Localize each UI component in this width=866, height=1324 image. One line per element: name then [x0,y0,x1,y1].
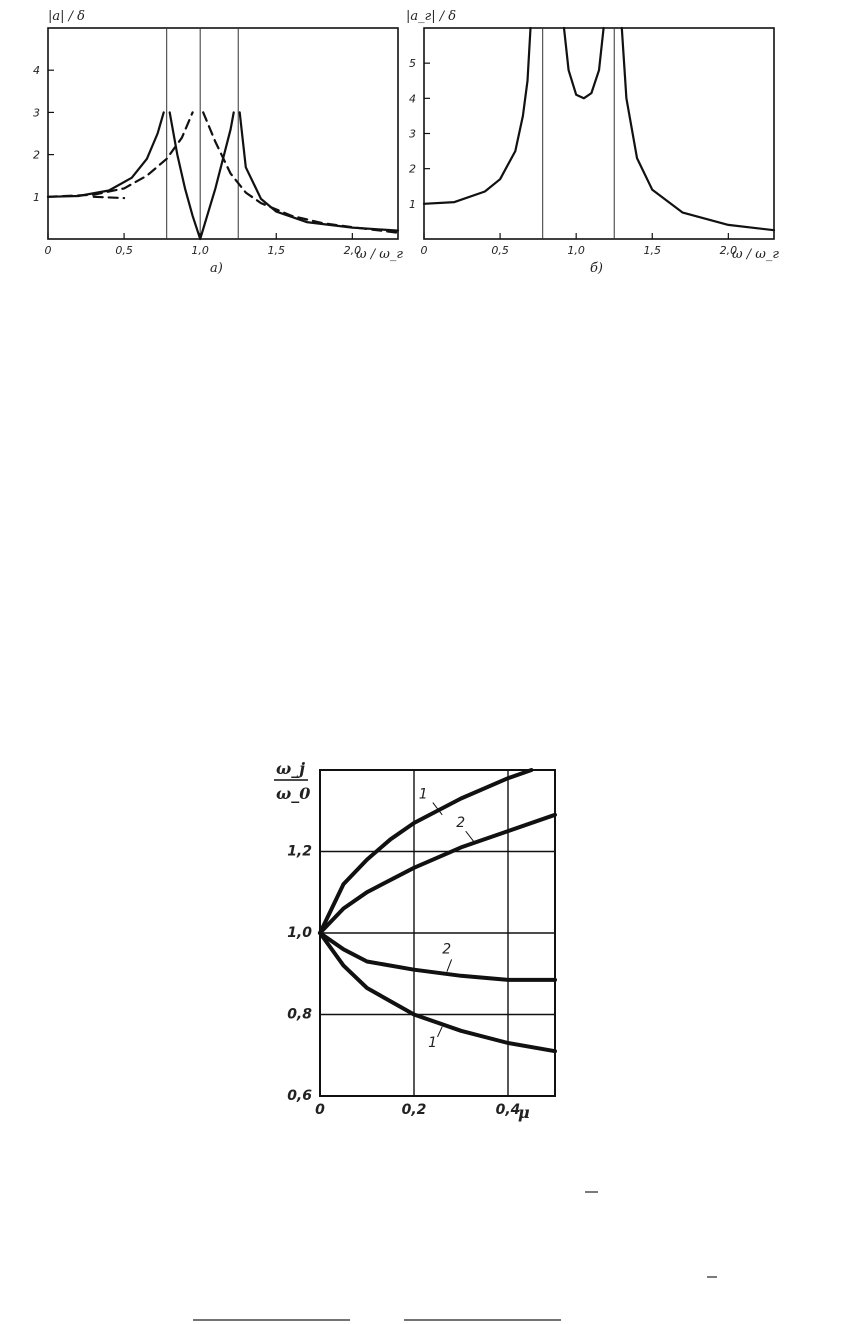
curve-label: 2 [456,815,466,832]
y-tick-label: 0,6 [287,1088,312,1104]
plot-frame [424,28,774,239]
chart-panel-a [33,9,403,276]
x-axis-label: ω / ω_г [732,247,779,262]
x-tick-label: 2,0 [719,244,738,257]
y-tick-label: 2 [409,162,416,176]
x-tick-label: 0 [44,244,52,257]
panel-label: a) [210,261,223,276]
x-tick-label: 0,2 [401,1102,427,1118]
series-line [170,112,234,239]
y-axis-label-numerator: ω_j [276,759,306,778]
y-tick-label: 1,0 [287,925,312,941]
y-axis-label: |a_г| / δ [406,9,457,24]
y-tick-label: 3 [409,127,416,141]
curve-label-leader [466,831,475,843]
y-tick-label: 5 [409,57,416,71]
x-tick-label: 2,0 [343,244,362,257]
series-line [94,197,124,198]
series-line [320,933,555,980]
x-tick-label: 1,5 [267,244,286,257]
series-line [320,933,555,1051]
y-axis-label: |a| / δ [48,9,85,24]
curve-label-leader [447,959,452,971]
plot-frame [48,28,398,239]
chart-panel-c [274,759,555,1122]
y-tick-label: 2 [33,148,40,162]
panel-label: б) [590,261,604,276]
y-tick-label: 4 [409,92,416,106]
x-tick-label: 0,5 [491,244,509,257]
y-tick-label: 3 [33,106,40,120]
y-axis-label-denominator: ω_0 [276,784,311,803]
chart-panel-b [406,9,779,276]
x-tick-label: 0 [420,244,428,257]
x-tick-label: 0 [315,1102,325,1118]
series-line [564,28,604,98]
x-tick-label: 1,0 [191,244,209,257]
x-axis-label: ω / ω_г [356,247,403,262]
y-tick-label: 1 [33,190,40,204]
y-tick-label: 4 [33,64,40,78]
y-tick-label: 1 [409,197,416,211]
series-line [424,28,531,204]
y-tick-label: 1,2 [287,843,312,860]
x-tick-label: 0,5 [115,244,133,257]
series-line [240,112,398,230]
x-tick-label: 1,0 [567,244,585,257]
x-tick-label: 1,5 [643,244,662,257]
curve-label-leader [438,1027,443,1037]
curve-label: 1 [428,1035,438,1052]
x-tick-label: 0,4 [495,1102,521,1118]
series-line [48,112,164,196]
curve-label: 1 [418,786,428,803]
x-axis-label: μ [518,1103,530,1122]
y-tick-label: 0,8 [287,1006,312,1023]
series-line [622,28,774,230]
curve-label: 2 [442,941,452,958]
series-line [203,112,398,232]
